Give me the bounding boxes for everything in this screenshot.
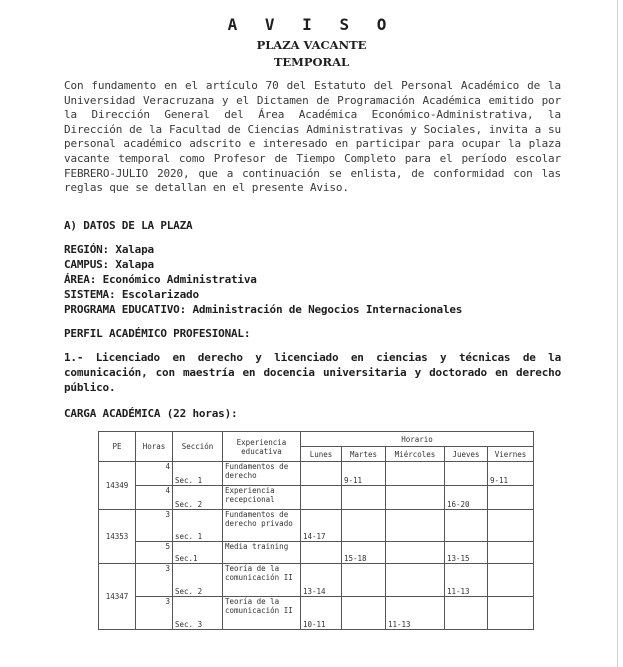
page-title: A V I S O xyxy=(227,15,396,34)
perfil-heading: PERFIL ACADÉMICO PROFESIONAL: xyxy=(64,327,251,340)
th-viernes: Viernes xyxy=(488,447,534,462)
th-miercoles: Miércoles xyxy=(386,447,445,462)
perfil-text: 1.- Licenciado en derecho y licenciado en ciencias y técnicas de la comunicación, con maestría en docencia universitaria y doctorado en derecho público. xyxy=(64,351,561,394)
page-subtitle: PLAZA VACANTE xyxy=(256,38,367,52)
table-row: 3 Sec. 3 Teoría de la comunicación II 10-11 11-13 xyxy=(99,597,534,630)
field-area: ÁREA: Económico Administrativa xyxy=(64,273,257,286)
th-jueves: Jueves xyxy=(445,447,488,462)
intro-paragraph: Con fundamento en el artículo 70 del Estatuto del Personal Académico de la Universidad Veracruzana y el Dictamen de Programación Académica emitido por la Dirección General del Área Académica Económico-Administrativa, la Dirección de la Facultad de Ciencias Administrativas y Sociales, invita a su personal académico adscrito e interesado en participar para ocupar la plaza vacante temporal como Profesor de Tiempo Completo para el período escolar FEBRERO-JULIO 2020, que a continuación se enlista, de conformidad con las reglas que se detallan en el presente Aviso. xyxy=(64,79,561,195)
field-campus: CAMPUS: Xalapa xyxy=(64,258,154,271)
th-pe: PE xyxy=(99,432,136,462)
field-sistema: SISTEMA: Escolarizado xyxy=(64,288,199,301)
table-row: 14353 3 sec. 1 Fundamentos de derecho privado 14-17 xyxy=(99,510,534,542)
table-row: 4 Sec. 2 Experiencia recepcional 16-20 xyxy=(99,486,534,510)
carga-heading: CARGA ACADÉMICA (22 horas): xyxy=(64,407,238,420)
table-row: 14347 3 Sec. 2 Teoría de la comunicación II 13-14 11-13 xyxy=(99,564,534,597)
section-a-heading: A) DATOS DE LA PLAZA xyxy=(64,219,193,232)
field-region: REGIÓN: Xalapa xyxy=(64,243,154,256)
th-horario: Horario xyxy=(301,432,534,447)
table-row: 5 Sec.1 Media training 15-18 13-15 xyxy=(99,542,534,564)
carga-table xyxy=(98,431,534,630)
page-subtitle-2: TEMPORAL xyxy=(273,55,350,69)
plaza-fields xyxy=(64,242,462,317)
th-experiencia: Experiencia educativa xyxy=(223,432,301,462)
th-lunes: Lunes xyxy=(301,447,342,462)
th-horas: Horas xyxy=(136,432,173,462)
th-martes: Martes xyxy=(342,447,386,462)
th-seccion: Sección xyxy=(173,432,223,462)
table-row: 14349 4 Sec. 1 Fundamentos de derecho 9-11 9-11 xyxy=(99,462,534,486)
page-edge xyxy=(617,0,618,667)
field-programa: PROGRAMA EDUCATIVO: Administración de Negocios Internacionales xyxy=(64,303,463,316)
